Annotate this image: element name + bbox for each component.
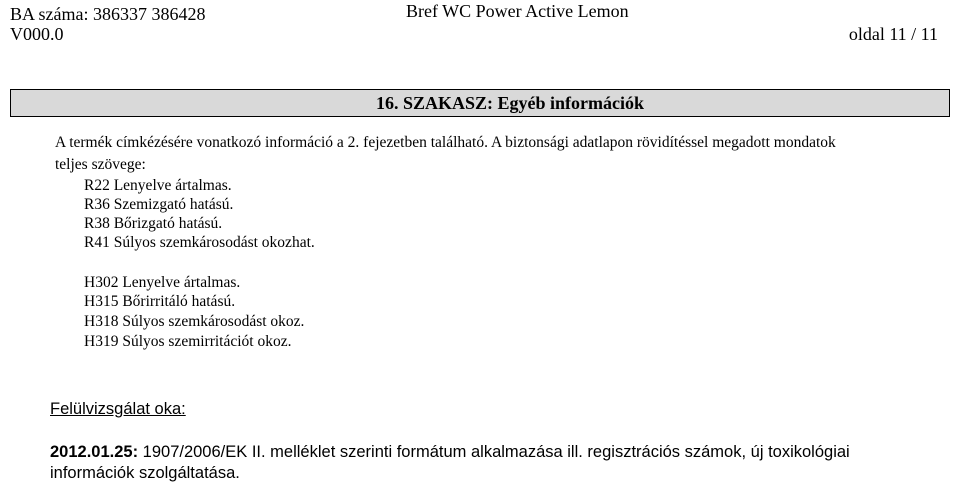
version-label: V000.0	[10, 24, 64, 44]
r-phrase-r22: R22 Lenyelve ártalmas.	[84, 177, 232, 194]
r-phrase-r41: R41 Súlyos szemkárosodást okozhat.	[84, 234, 315, 251]
revision-date: 2012.01.25:	[50, 443, 139, 461]
revision-text-line-2: információk szolgáltatása.	[50, 464, 240, 482]
page-number: oldal 11 / 11	[848, 24, 938, 44]
section-heading-bar	[10, 89, 950, 117]
ba-number: BA száma: 386337 386428	[10, 4, 206, 24]
section-title: 16. SZAKASZ: Egyéb információk	[375, 92, 645, 113]
intro-text-line-2: teljes szövege:	[55, 156, 146, 173]
intro-text-line-1: A termék címkézésére vonatkozó információ a 2. fejezetben található. A biztonsági adatlapon rövidítéssel megadott mondatok	[55, 134, 836, 151]
h-phrase-h319: H319 Súlyos szemirritációt okoz.	[84, 333, 292, 350]
revision-text-line-1	[50, 443, 850, 462]
h-phrase-h318: H318 Súlyos szemkárosodást okoz.	[84, 313, 305, 330]
product-name: Bref WC Power Active Lemon	[406, 1, 629, 21]
h-phrase-h315: H315 Bőrirritáló hatású.	[84, 293, 236, 310]
r-phrase-r36: R36 Szemizgató hatású.	[84, 196, 234, 213]
r-phrase-r38: R38 Bőrizgató hatású.	[84, 215, 223, 232]
h-phrase-h302: H302 Lenyelve ártalmas.	[84, 274, 241, 291]
revision-description: 1907/2006/EK II. melléklet szerinti formátum alkalmazása ill. regisztrációs számok, új toxikológiai	[138, 443, 850, 461]
revision-heading: Felülvizsgálat oka:	[50, 400, 186, 418]
